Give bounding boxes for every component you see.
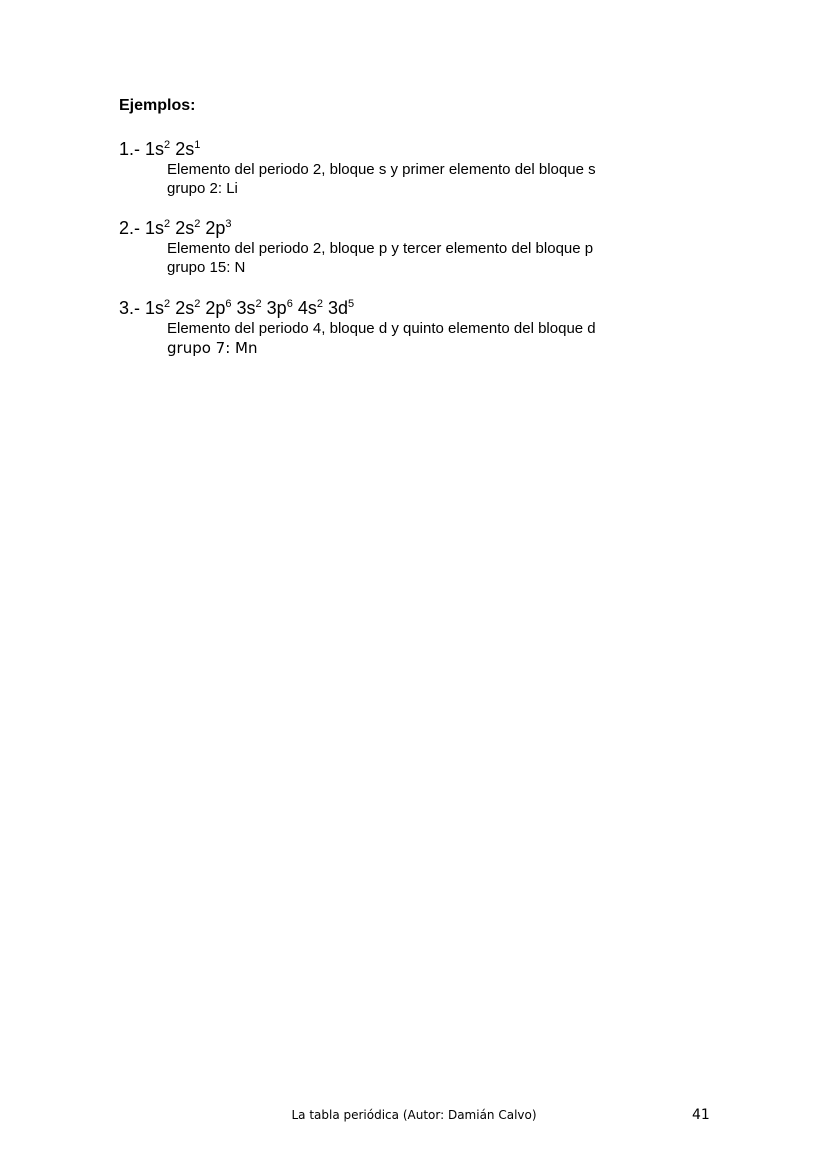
example-description <box>167 239 593 277</box>
orbital-term: $2s^1$ <box>175 139 201 159</box>
example-description <box>167 319 596 359</box>
orbital-term: $4s^2$ <box>297 298 323 318</box>
description-text: Elemento del periodo 2, bloque p y tercer elemento del bloque p <box>167 240 594 257</box>
description-text: Elemento del periodo 2, bloque s y primer elemento del bloque s <box>167 161 596 178</box>
example-number: 2.- <box>119 218 141 238</box>
orbital-term: $2s^2$ <box>175 218 201 238</box>
orbital-term: $3p^6$ <box>266 298 293 318</box>
section-heading: Ejemplos: <box>119 97 196 114</box>
example-item <box>119 297 596 359</box>
orbital-term: $3d^5$ <box>328 298 355 318</box>
orbital-term: $1s^2$ <box>145 139 171 159</box>
page-number: 41 <box>692 1107 710 1123</box>
orbital-term: $2p^6$ <box>205 298 232 318</box>
orbital-term: $2p^3$ <box>205 218 232 238</box>
group-text: grupo 15: N <box>167 259 246 276</box>
example-description <box>167 160 596 198</box>
example-item <box>119 138 596 198</box>
example-number: 3.- <box>119 298 141 318</box>
electron-configuration <box>119 138 596 160</box>
electron-configuration <box>119 297 596 319</box>
group-text: grupo 7: Mn <box>167 339 258 357</box>
example-number: 1.- <box>119 139 141 159</box>
group-text: grupo 2: Li <box>167 180 238 197</box>
example-item <box>119 217 593 277</box>
electron-configuration <box>119 217 593 239</box>
orbital-term: $2s^2$ <box>175 298 201 318</box>
orbital-term: $1s^2$ <box>145 298 171 318</box>
orbital-term: $1s^2$ <box>145 218 171 238</box>
description-text: Elemento del periodo 4, bloque d y quinto elemento del bloque d <box>167 320 596 337</box>
orbital-term: $3s^2$ <box>236 298 262 318</box>
page-footer: La tabla periódica (Autor: Damián Calvo) <box>291 1108 537 1122</box>
